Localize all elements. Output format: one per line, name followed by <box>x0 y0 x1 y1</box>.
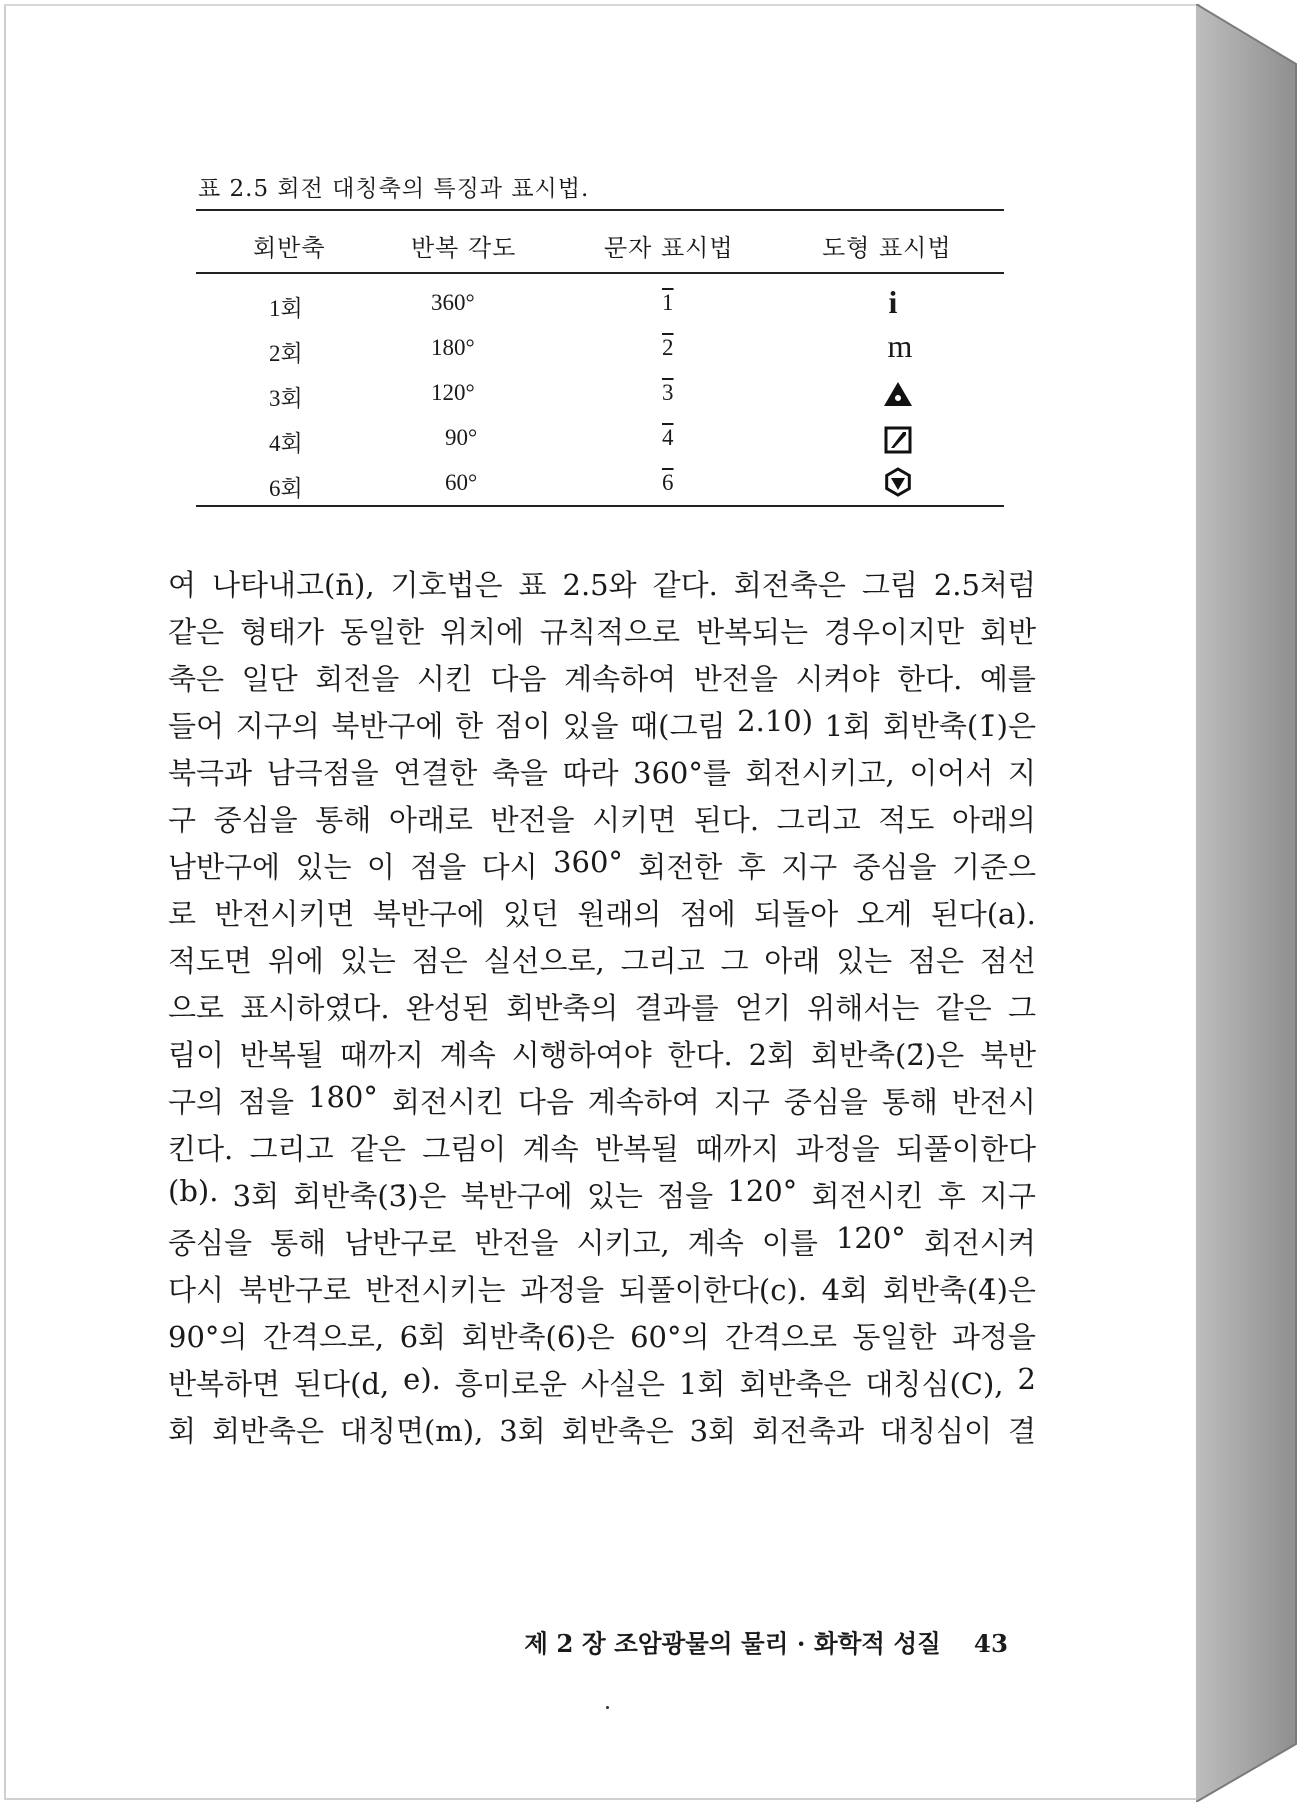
word: 같은 <box>935 991 992 1025</box>
word: 회전시켜 <box>923 1226 1036 1260</box>
word: 계속하여 <box>564 662 677 696</box>
row-4-angle: 90° <box>445 425 478 450</box>
word: 간격으로, <box>262 1320 385 1354</box>
word: 반복하면 <box>168 1367 281 1401</box>
word: 후 <box>737 850 766 884</box>
word: 된다(a). <box>930 897 1036 931</box>
word: 일단 <box>241 662 298 696</box>
word: 연결한 <box>393 756 478 790</box>
word: 360° <box>553 845 623 879</box>
body-line-12 <box>168 1080 1036 1120</box>
header-symbol: 문자 표시법 <box>604 234 734 262</box>
word: 그림이 <box>422 1132 507 1166</box>
word: 있던 <box>503 897 560 931</box>
word: 시켜야 <box>795 662 880 696</box>
row-2-symbol: 2 <box>662 335 674 360</box>
word: 지구 <box>979 1179 1036 1213</box>
word: 된다. <box>693 803 760 837</box>
scan-speck <box>606 1706 609 1709</box>
word: 흥미로운 <box>454 1367 567 1401</box>
word: 통해 <box>270 1226 327 1260</box>
word: 동일한 <box>852 1320 937 1354</box>
body-line-1 <box>168 563 1036 603</box>
word: 한다. <box>897 662 963 696</box>
table-top-rule <box>196 209 1004 211</box>
word: 그리고 <box>620 944 705 978</box>
word: 완성된 <box>405 991 490 1025</box>
word: 1회 <box>824 709 872 743</box>
word: 적도면 <box>168 944 253 978</box>
row-4-figure <box>878 422 918 458</box>
body-line-18 <box>168 1362 1036 1402</box>
word: 회반축은 <box>561 1414 674 1448</box>
body-line-19 <box>168 1409 1036 1449</box>
word: 남반구로 <box>344 1226 457 1260</box>
row-1-angle: 360° <box>431 290 475 315</box>
body-line-5 <box>168 751 1036 791</box>
word: 회전시키고, <box>745 756 895 790</box>
word: 적도 <box>878 803 935 837</box>
word: 시키고, <box>576 1226 670 1260</box>
word: 회반 <box>979 615 1036 649</box>
word: 여 <box>168 568 197 602</box>
word: 기호법은 <box>390 568 503 602</box>
word: 그리고 <box>249 1132 334 1166</box>
word: 지 <box>1007 756 1036 790</box>
row-3-axis: 3회 <box>269 386 303 411</box>
letter-m: m <box>887 327 913 364</box>
row-5-figure <box>878 464 918 500</box>
word: 360°를 <box>633 756 731 790</box>
table-caption: 표 2.5 회전 대칭축의 특징과 표시법. <box>198 176 590 202</box>
word: 과정을 <box>520 1273 605 1307</box>
word: 지구 <box>713 1085 770 1119</box>
body-line-16 <box>168 1268 1036 1308</box>
table-bottom-rule <box>196 505 1004 507</box>
word: 점은 <box>908 944 965 978</box>
word: 과정을 <box>795 1132 880 1166</box>
word: 북반구에 <box>460 1179 573 1213</box>
word: 그림 <box>861 568 918 602</box>
word: 2.5와 <box>562 568 637 602</box>
word: 북극과 <box>168 756 253 790</box>
word: 형태가 <box>239 615 325 649</box>
word: 4회 <box>821 1273 869 1307</box>
body-line-15 <box>168 1221 1036 1261</box>
word: 중심을 <box>213 803 298 837</box>
triangle-with-dot-icon <box>883 381 913 407</box>
word: 축은 <box>168 662 225 696</box>
row-4-axis: 4회 <box>269 431 303 456</box>
word: 회반축은 <box>739 1367 852 1401</box>
word: 중심을 <box>783 1085 868 1119</box>
body-line-17 <box>168 1315 1036 1355</box>
word: 때까지 <box>695 1132 780 1166</box>
word: 따라 <box>562 756 619 790</box>
word: 북반 <box>979 1038 1036 1072</box>
row-3-symbol: 3 <box>662 380 674 405</box>
word: 있는 <box>295 850 352 884</box>
word: 3회 <box>499 1414 546 1448</box>
word: 2 <box>1017 1362 1036 1396</box>
body-line-13 <box>168 1127 1036 1167</box>
table-header-rule <box>196 272 1004 274</box>
word: 계속 <box>439 1038 496 1072</box>
word: 간격으로 <box>724 1320 837 1354</box>
word: 같다. <box>652 568 718 602</box>
word: 다음 <box>490 662 547 696</box>
word: 지구의 <box>235 709 320 743</box>
row-1-axis: 1회 <box>269 296 303 321</box>
word: 경우이지만 <box>823 615 965 649</box>
row-2-figure <box>880 328 920 364</box>
word: 시행하여야 <box>511 1038 652 1072</box>
word: 로 <box>168 897 197 931</box>
word: 위해서는 <box>807 991 920 1025</box>
word: 반복될 <box>239 1038 324 1072</box>
word: 얻기 <box>734 991 791 1025</box>
word: 규칙적으로 <box>539 615 680 649</box>
word: 반전을 <box>474 1226 559 1260</box>
word: 90°의 <box>168 1320 248 1354</box>
word: 계속 <box>687 1226 744 1260</box>
word: 3회 <box>232 1179 280 1213</box>
square-with-slash-icon <box>884 426 912 454</box>
word: 되돌아 <box>754 897 839 931</box>
row-5-axis: 6회 <box>269 476 303 501</box>
word: 나타내고(n̄), <box>211 568 375 602</box>
word: 반전시키는 <box>365 1273 506 1307</box>
word: 회반축(2̄)은 <box>810 1038 965 1072</box>
word: 표 <box>518 568 547 602</box>
word: 반전시키면 <box>214 897 355 931</box>
word: 결 <box>1007 1414 1036 1448</box>
word: 들어 <box>168 709 225 743</box>
word: e). <box>403 1362 441 1396</box>
word: 원래의 <box>577 897 662 931</box>
word: 구의 <box>168 1085 225 1119</box>
word: 회반축(1̄)은 <box>882 709 1036 743</box>
header-axis: 회반축 <box>253 234 326 262</box>
row-5-symbol: 6 <box>662 470 674 495</box>
word: 반복되는 <box>695 615 808 649</box>
word: 있는 <box>836 944 893 978</box>
word: 회반축의 <box>506 991 619 1025</box>
word: 구 <box>168 803 197 837</box>
row-3-angle: 120° <box>431 380 475 405</box>
word: 기준으 <box>951 850 1036 884</box>
word: 표시하였다. <box>240 991 390 1025</box>
row-3-figure <box>878 376 918 412</box>
word: 점선 <box>979 944 1036 978</box>
row-5-angle: 60° <box>445 470 478 495</box>
word: 회반축(3̄)은 <box>293 1179 447 1213</box>
word: 120° <box>835 1221 906 1255</box>
word: 2.10) <box>737 704 814 738</box>
word: 통해 <box>315 803 372 837</box>
word: 회반축(6̄)은 <box>461 1320 615 1354</box>
word: 회반축(4̄)은 <box>882 1273 1036 1307</box>
page-edge-shading <box>1196 4 1298 1802</box>
word: 점에 <box>679 897 736 931</box>
word: 사실은 <box>580 1367 665 1401</box>
word: 이를 <box>761 1226 818 1260</box>
word: 동일한 <box>339 615 424 649</box>
page-number: 43 <box>973 1629 1008 1658</box>
word: 점은 <box>411 944 468 978</box>
word: 같은 <box>168 615 225 649</box>
word: 위에 <box>267 944 324 978</box>
word: 된다(d, <box>294 1367 390 1401</box>
row-1-symbol: 1 <box>662 290 674 315</box>
word: 다음 <box>517 1085 574 1119</box>
word: 2회 <box>748 1038 796 1072</box>
word: 계속하여 <box>587 1085 700 1119</box>
word: 그 <box>1007 991 1036 1025</box>
word: 이어서 <box>909 756 994 790</box>
word: 회전시킨 <box>811 1179 924 1213</box>
word: 통해 <box>881 1085 938 1119</box>
body-line-9 <box>168 939 1036 979</box>
word: 킨다. <box>168 1132 234 1166</box>
word: 반전을 <box>490 803 575 837</box>
word: 과정을 <box>951 1320 1036 1354</box>
row-4-symbol: 4 <box>662 425 674 450</box>
word: 반전시 <box>951 1085 1036 1119</box>
word: 점을 <box>657 1179 714 1213</box>
word: 2.5처럼 <box>933 568 1036 602</box>
word: 6회 <box>399 1320 447 1354</box>
word: 계속 <box>522 1132 579 1166</box>
word: 예를 <box>979 662 1036 696</box>
word: 120° <box>727 1174 798 1208</box>
word: 회 <box>168 1414 197 1448</box>
word: 같은 <box>349 1132 406 1166</box>
body-line-11 <box>168 1033 1036 1073</box>
body-line-10 <box>168 986 1036 1026</box>
word: 대칭면(m), <box>339 1414 484 1448</box>
word: 되풀이한다 <box>895 1132 1036 1166</box>
word: 있는 <box>339 944 396 978</box>
word: 180° <box>308 1080 378 1114</box>
hexagon-with-triangle-icon <box>883 467 913 497</box>
word: 회전축은 <box>733 568 846 602</box>
running-footer <box>520 1625 1008 1660</box>
word: 실선으로, <box>483 944 605 978</box>
row-2-angle: 180° <box>431 335 475 360</box>
word: 회전한 <box>638 850 723 884</box>
word: 아래의 <box>951 803 1036 837</box>
header-angle: 반복 각도 <box>411 234 517 262</box>
word: 한다. <box>667 1038 733 1072</box>
word: 중심을 <box>852 850 937 884</box>
word: 점이 <box>494 709 551 743</box>
word: 중심을 <box>168 1226 253 1260</box>
word: 있는 <box>586 1179 643 1213</box>
word: 그 <box>720 944 749 978</box>
word: 림이 <box>168 1038 225 1072</box>
word: 오게 <box>856 897 913 931</box>
word: 시키면 <box>592 803 677 837</box>
word: 결과를 <box>634 991 719 1025</box>
word: 반전을 <box>693 662 778 696</box>
word: 다시 <box>481 850 538 884</box>
word: 북반구로 <box>238 1273 351 1307</box>
body-line-7 <box>168 845 1036 885</box>
body-line-14 <box>168 1174 1036 1214</box>
word: 후 <box>937 1179 966 1213</box>
word: 대칭심이 <box>879 1414 993 1448</box>
body-line-4 <box>168 704 1036 744</box>
word: 60°의 <box>630 1320 710 1354</box>
word: 1회 <box>678 1367 726 1401</box>
body-line-6 <box>168 798 1036 838</box>
word: 시킨 <box>416 662 473 696</box>
word: 회전축과 <box>752 1414 865 1448</box>
word: 축을 <box>491 756 548 790</box>
row-1-figure <box>873 284 913 320</box>
letter-i: i <box>888 283 898 320</box>
body-line-8 <box>168 892 1036 932</box>
body-line-3 <box>168 657 1036 697</box>
body-line-2 <box>168 610 1036 650</box>
word: 한 <box>455 709 484 743</box>
word: 점을 <box>238 1085 295 1119</box>
word: 반복될 <box>594 1132 679 1166</box>
word: 이 <box>366 850 395 884</box>
word: 북반구에 <box>372 897 485 931</box>
word: (b). <box>168 1174 219 1208</box>
word: 남극점을 <box>266 756 379 790</box>
word: 점을 <box>410 850 467 884</box>
word: 아래 <box>764 944 821 978</box>
word: 위치에 <box>439 615 524 649</box>
word: 회반축은 <box>211 1414 324 1448</box>
word: 회전시킨 <box>391 1085 504 1119</box>
word: 으로 <box>168 991 225 1025</box>
word: 지구 <box>781 850 838 884</box>
word: 대칭심(C), <box>865 1367 1004 1401</box>
word: 남반구에 <box>168 850 281 884</box>
word: 아래로 <box>388 803 473 837</box>
header-figure: 도형 표시법 <box>822 234 952 262</box>
word: 3회 <box>689 1414 737 1448</box>
word: 때까지 <box>339 1038 424 1072</box>
word: 때(그림 <box>630 709 726 743</box>
word: 회전을 <box>315 662 400 696</box>
word: 있을 <box>562 709 619 743</box>
word: 되풀이한다(c). <box>618 1273 808 1307</box>
word: 다시 <box>168 1273 225 1307</box>
word: 그리고 <box>776 803 861 837</box>
row-2-axis: 2회 <box>269 341 303 366</box>
chapter-title: 제 2 장 조암광물의 물리 · 화학적 성질 <box>524 1629 941 1658</box>
word: 북반구에 <box>331 709 444 743</box>
